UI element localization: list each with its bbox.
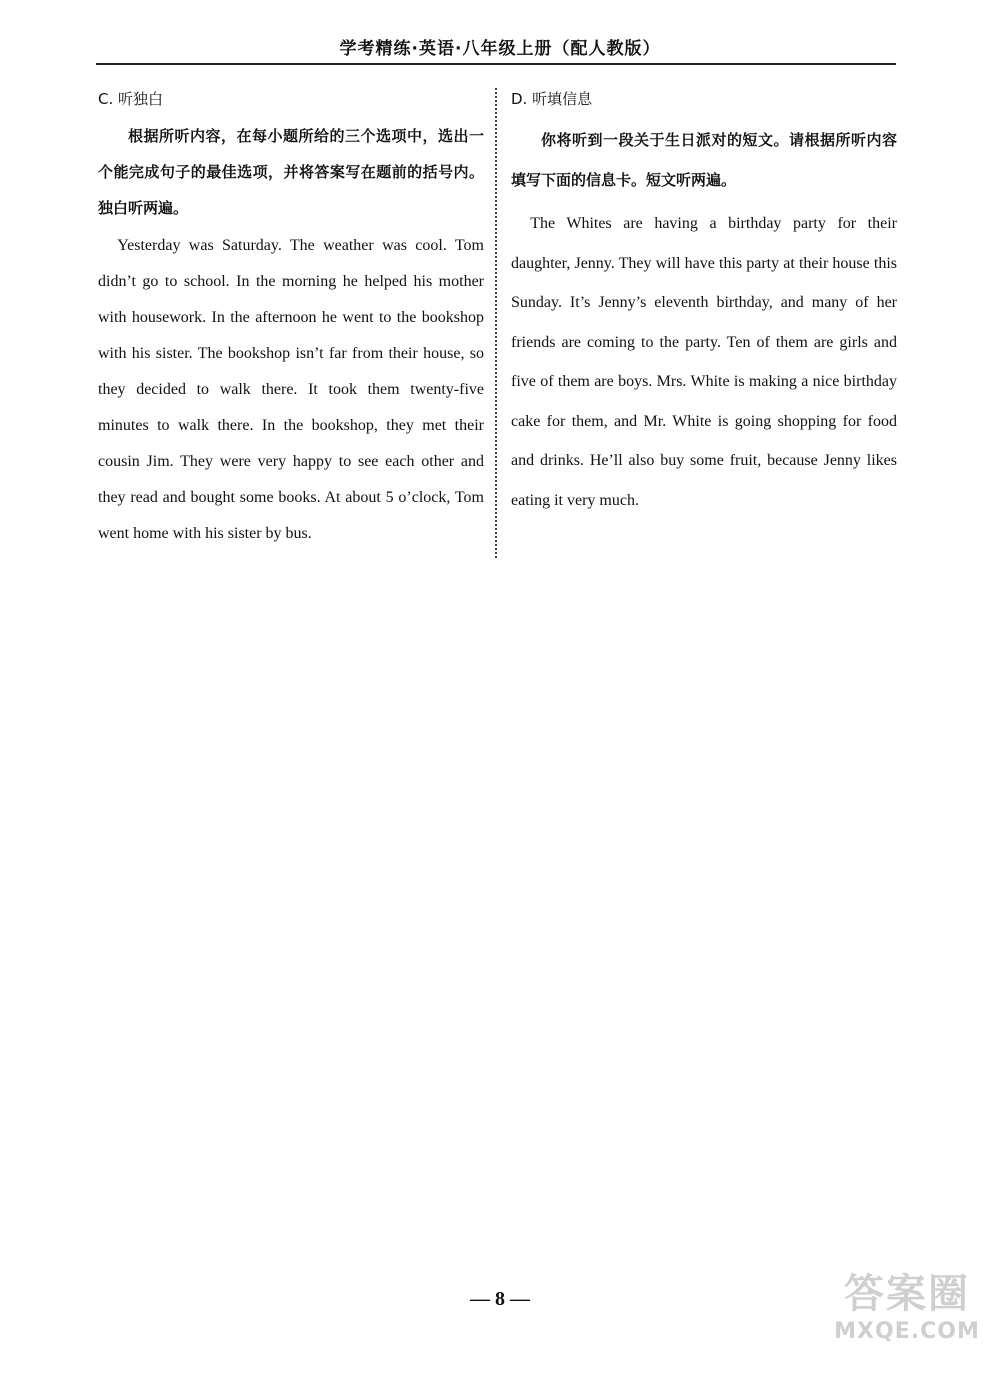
right-column	[511, 84, 897, 520]
running-header: 学考精练·英语·八年级上册（配人教版）	[339, 39, 661, 59]
page-number: — 8 —	[470, 1288, 530, 1310]
left-column	[98, 84, 484, 552]
section-d-heading: D. 听填信息	[511, 90, 593, 108]
watermark-mark: 答案圈	[844, 1271, 970, 1317]
section-d-passage: The Whites are having a birthday party for their daughter, Jenny. They will have this party at their house this Sunday. It’s Jenny’s eleventh birthday, and many of her friends are coming to the party. Ten of them are girls and five of them are boys. Mrs. White is making a nice birthday cake for them, and Mr. White is going shopping for food and drinks. He’ll also buy some fruit, because Jenny likes eating it very much.	[511, 215, 897, 509]
section-c-heading: C. 听独白	[98, 90, 164, 108]
section-d-instructions: 你将听到一段关于生日派对的短文。请根据所听内容填写下面的信息卡。短文听两遍。	[511, 131, 897, 189]
column-divider	[495, 88, 497, 558]
watermark-logo	[832, 1269, 982, 1369]
section-c-instructions: 根据所听内容，在每小题所给的三个选项中，选出一个能完成句子的最佳选项，并将答案写在题前的括号内。独白听两遍。	[98, 127, 484, 217]
section-c-passage: Yesterday was Saturday. The weather was cool. Tom didn’t go to school. In the morning he helped his mother with housework. In the afternoon he went to the bookshop with his sister. The bookshop isn’t far from their house, so they decided to walk there. It took them twenty-five minutes to walk there. In the bookshop, they met their cousin Jim. They were very happy to see each other and they read and bought some books. At about 5 o’clock, Tom went home with his sister by bus.	[98, 237, 484, 542]
watermark-url: MXQE.COM	[834, 1319, 980, 1344]
header-rule	[96, 63, 896, 65]
